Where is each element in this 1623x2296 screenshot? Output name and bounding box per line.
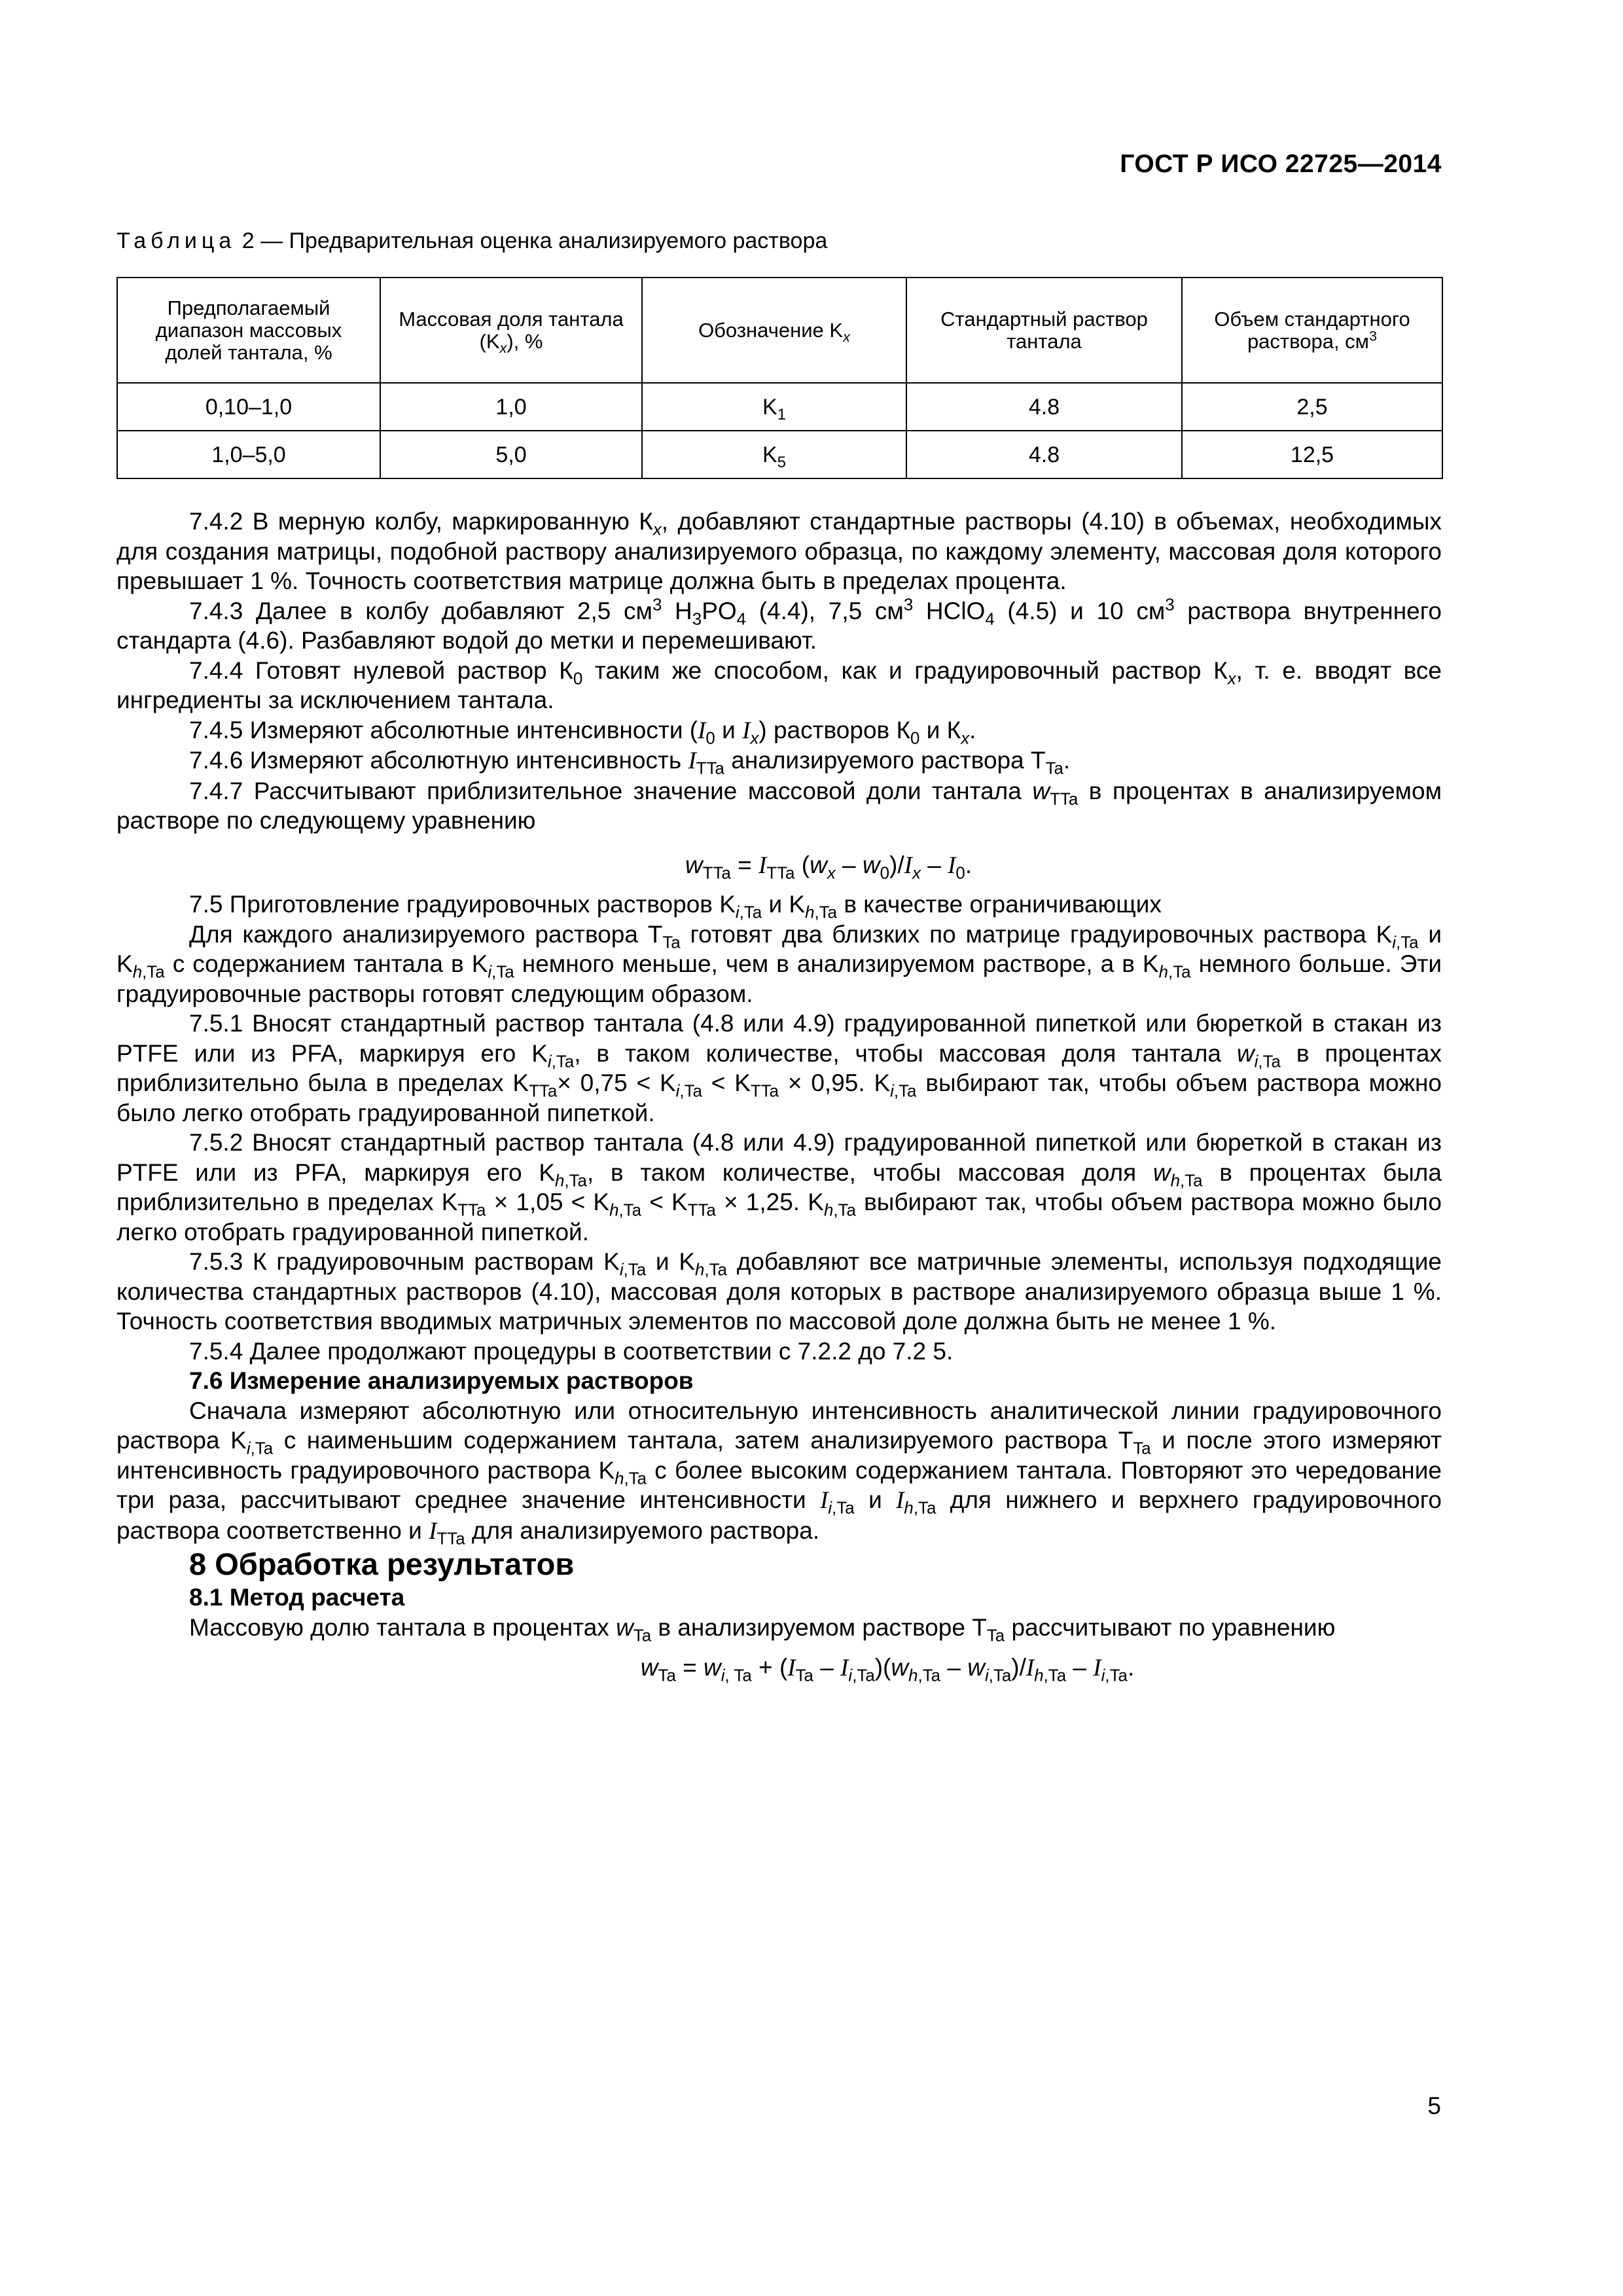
cell-volume: 2,5 [1182, 383, 1442, 431]
cell-solution: 4.8 [906, 431, 1182, 478]
heading-section-8: 8 Обработка результатов [189, 1547, 575, 1581]
col-header-symbol: Обозначение $K_x$ [642, 278, 906, 383]
cell-volume: 12,5 [1182, 431, 1442, 478]
cell-symbol: $K_5$ [642, 431, 906, 478]
paragraph-7-5-2: 7.5.2 Вносят стандартный раствор тантала (4.8 или 4.9) градуированной пипеткой или бюреткой в стакан из PTFE или из PFA, маркируя его $K_{h,Ta}$, в таком количестве, чтобы массовая доля $w_{h,Ta}$ в процентах была приблизительно в пределах $K_{TTa} \times 1,05 < K_{h,Ta} < K_{TTa} \times 1,25$. $K_{h,Ta}$ выбирают так, чтобы объем раствора можно было легко отобрать градуированной пипеткой. [116, 1129, 1442, 1246]
paragraph-7-5-intro: Для каждого анализируемого раствора $T_{Ta}$ готовят два близких по матрице градуировочных раствора $K_{i,Ta}$ и $K_{h,Ta}$ с содержанием тантала в $K_{i,Ta}$ немного меньше, чем в анализируемом растворе, а в $K_{h,Ta}$ немного больше. Эти градуировочные растворы готовят следующим образом. [116, 920, 1442, 1007]
cell-symbol: $K_1$ [642, 383, 906, 431]
paragraph-7-5-1: 7.5.1 Вносят стандартный раствор тантала (4.8 или 4.9) градуированной пипеткой или бюреткой в стакан из PTFE или из PFA, маркируя его $K_{i,Ta}$, в таком количестве, чтобы массовая доля тантала $w_{i,Ta}$ в процентах приблизительно была в пределах $K_{TTa}\times 0,75 < K_{i,Ta} < K_{TTa} \times 0,95$. $K_{i,Ta}$ выбирают так, чтобы объем раствора можно было легко отобрать градуированной пипеткой. [116, 1010, 1442, 1126]
paragraph-7-4-6: 7.4.6 Измеряют абсолютную интенсивность $I_{TTa}$ анализируемого раствора $T_{Ta}$. [189, 747, 1071, 778]
cell-solution: 4.8 [906, 383, 1182, 431]
table-row [117, 431, 1442, 478]
table-caption [116, 226, 827, 257]
formula-1: $w_{TTa} = I_{TTa}$ $(w_x - w_0)/I_x - I_0$. [685, 851, 972, 882]
table-caption-text: 2 — Предварительная оценка анализируемого раствора [236, 228, 828, 253]
cell-range: 1,0–5,0 [117, 431, 380, 478]
paragraph-7-4-5: 7.4.5 Измеряют абсолютные интенсивности ($I_0$ и $I_x$) растворов $К_0$ и $К_x$. [189, 716, 976, 747]
table-row [117, 383, 1442, 431]
formula-2: $w_{Ta} = w_{i, Ta} + (I_{Ta} - I_{i,Ta})(w_{h,Ta} - w_{i,Ta})/I_{h,Ta} - I_{i,Ta}$. [640, 1654, 1135, 1685]
paragraph-7-5: 7.5 Приготовление градуировочных растворов $K_{i,Ta}$ и $K_{h,Ta}$ в качестве ограничивающих [189, 891, 1162, 922]
paragraph-8-1: Массовую долю тантала в процентах $w_{Ta}$ в анализируемом растворе $T_{Ta}$ рассчитывают по уравнению [189, 1613, 1336, 1645]
paragraph-7-4-2: 7.4.2 В мерную колбу, маркированную $К_x$, добавляют стандартные растворы (4.10) в объемах, необходимых для создания матрицы, подобной раствору анализируемого образца, по каждому элементу, массовая доля которого превышает 1 %. Точность соответствия матрице должна быть в пределах процента. [116, 508, 1442, 594]
col-header-fraction: Массовая доля тантала $(K_x)$, % [380, 278, 642, 383]
paragraph-7-4-7: 7.4.7 Рассчитывают приблизительное значение массовой доли тантала $w_{TTa}$ в процентах в анализируемом растворе по следующему уравнению [116, 777, 1442, 834]
col-header-volume: Объем стандартного раствора, $см^3$ [1182, 278, 1442, 383]
paragraph-7-4-4: 7.4.4 Готовят нулевой раствор $К_0$ таким же способом, как и градуировочный раствор $К_x$, т. е. вводят все ингредиенты за исключением тантала. [116, 656, 1442, 713]
heading-8-1: 8.1 Метод расчета [189, 1584, 405, 1611]
paragraph-7-5-3: 7.5.3 К градуировочным растворам $K_{i,Ta}$ и $K_{h,Ta}$ добавляют все матричные элементы, используя подходящие количества стандартных растворов (4.10), массовая доля которых в растворе анализируемого образца выше 1 %. Точность соответствия вводимых матричных элементов по массовой доле должна быть не менее 1 %. [116, 1248, 1442, 1335]
document-header: ГОСТ Р ИСО 22725—2014 [1120, 150, 1442, 178]
body-text [116, 507, 1442, 1683]
cell-fraction: 5,0 [380, 431, 642, 478]
col-header-solution: Стандартный раствор тантала [906, 278, 1182, 383]
cell-fraction: 1,0 [380, 383, 642, 431]
estimate-table [116, 277, 1443, 479]
table-caption-label: Таблица [116, 228, 236, 253]
heading-7-6: 7.6 Измерение анализируемых растворов [189, 1367, 694, 1394]
paragraph-7-6: Сначала измеряют абсолютную или относительную интенсивность аналитической линии градуировочного раствора $K_{i,Ta}$ с наименьшим содержанием тантала, затем анализируемого раствора $T_{Ta}$ и после этого измеряют интенсивность градуировочного раствора $K_{h,Ta}$ с более высоким содержанием тантала. Повторяют это чередование три раза, рассчитывают среднее значение интенсивности $I_{i,Ta}$ и $I_{h,Ta}$ для нижнего и верхнего градуировочного раствора соответственно и $I_{TTa}$ для анализируемого раствора. [116, 1397, 1442, 1548]
paragraph-7-5-4: 7.5.4 Далее продолжают процедуры в соответствии с 7.2.2 до 7.2 5. [189, 1337, 954, 1365]
cell-range: 0,10–1,0 [117, 383, 380, 431]
table-header-row [117, 278, 1442, 383]
page-number: 5 [1427, 2092, 1441, 2119]
paragraph-7-4-3: 7.4.3 Далее в колбу добавляют 2,5 $см^3$ $H_3PO_4$ (4.4), 7,5 $см^3$ HClO$_4$ (4.5) и 10 $см^3$ раствора внутреннего стандарта (4.6). Разбавляют водой до метки и перемешивают. [116, 596, 1442, 654]
col-header-range: Предполагаемый диапазон массовых долей тантала, % [117, 278, 380, 383]
